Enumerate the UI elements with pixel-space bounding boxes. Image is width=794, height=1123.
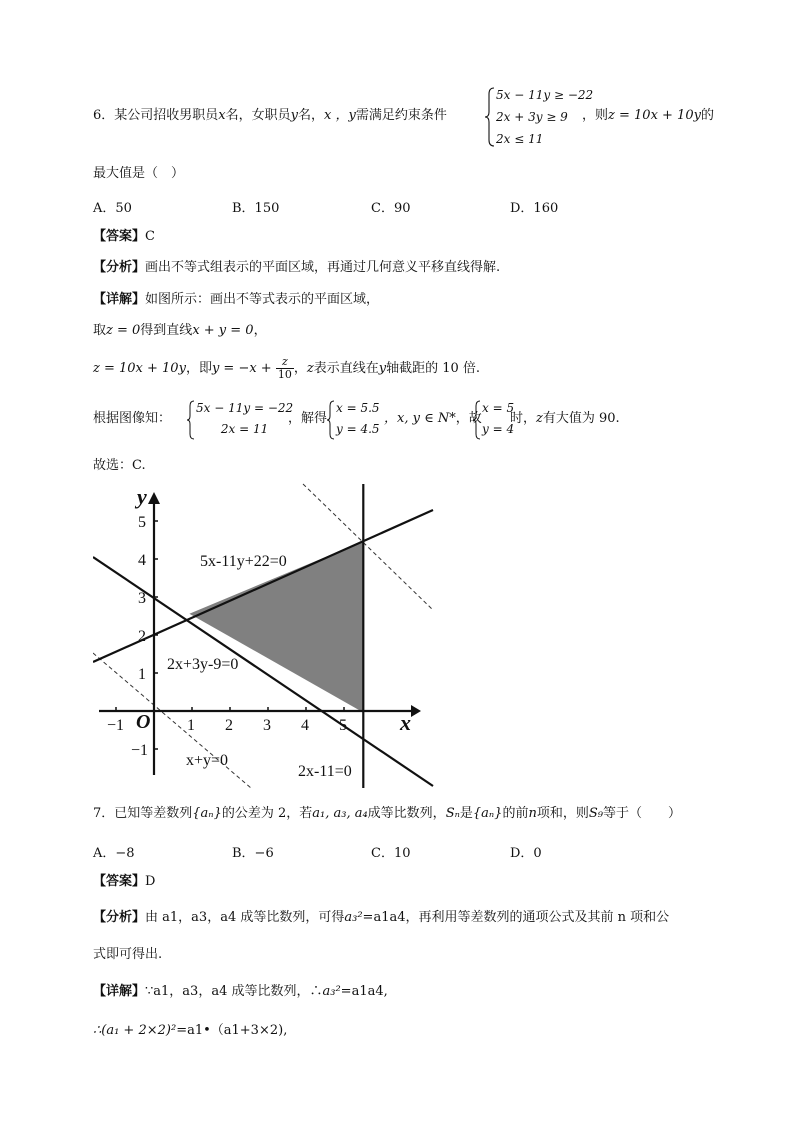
q7-option-a: A．−8 (93, 846, 135, 861)
q6-sys2-brace (326, 399, 336, 441)
q6-sys3-brace (472, 399, 482, 441)
q6-analysis-text: 画出不等式组表示的平面区域，再通过几何意义平移直线得解. (145, 260, 501, 275)
y-axis-arrow-icon (148, 492, 160, 504)
q6-detail3-h: 轴截距的 10 倍. (386, 361, 481, 376)
q6-option-c: C．90 (371, 201, 411, 216)
label-line-2x-3y-9: 2x+3y-9=0 (167, 656, 239, 673)
q6-detail4-b: ，解得 (288, 411, 328, 426)
q6-stem-line1 (93, 106, 447, 126)
q6-detail3-f: 表示直线在 (313, 361, 379, 376)
feasible-region-graph (93, 482, 438, 788)
q6-answer-tag: 【答案】 (93, 229, 146, 244)
q6-constraint-brace (484, 86, 496, 148)
q6-detail3-a: z = 10x + 10y (93, 361, 186, 376)
q7-analysis (93, 908, 669, 928)
y-tick-2: 2 (138, 628, 146, 645)
x-tick-4: 4 (301, 717, 309, 734)
label-line-x-y-0: x+y=0 (186, 752, 229, 769)
y-tick-neg1: −1 (131, 742, 149, 759)
x-tick-3: 3 (263, 717, 271, 734)
q6-detail3-fraction (276, 356, 294, 381)
q6-constraint-3: 2x ≤ 11 (496, 132, 544, 146)
y-axis-label: y (137, 484, 147, 509)
q7-sn: Sₙ (445, 806, 460, 821)
q7-analysis-eq: a₃² (344, 910, 363, 925)
q7-option-b: B．−6 (232, 846, 274, 861)
q7-detail1-a: ∵a1，a3，a4 成等比数列，∴ (145, 984, 323, 999)
q6-stem-a: 6．某公司招收男职员 (93, 108, 219, 123)
q6-stem-c: 名， (298, 108, 325, 123)
q6-detail2-c: 得到直线 (140, 323, 193, 338)
q6-conclusion: 故选：C. (93, 458, 146, 473)
q6-var-x: x (218, 108, 226, 123)
q7-s9: S₉ (588, 806, 603, 821)
q6-answer-value: C (145, 229, 155, 244)
q6-detail2-b: z = 0 (106, 323, 141, 338)
q7-stem-g: 等于（ ） (602, 806, 681, 821)
q6-stem-e: ，则 (582, 108, 609, 123)
y-tick-1: 1 (138, 666, 146, 683)
q6-stem-f: 的 (700, 108, 714, 123)
origin-label: O (136, 711, 151, 733)
q6-sys2 (336, 398, 380, 440)
q7-stem-d: 是 (459, 806, 473, 821)
q6-detail-3 (93, 356, 480, 381)
q6-detail1-text: 如图所示：画出不等式表示的平面区域， (145, 292, 380, 307)
q7-stem-b: 的公差为 2，若 (221, 806, 313, 821)
x-tick-neg1: −1 (107, 717, 125, 734)
q7-n: n (528, 806, 537, 821)
q6-sys3-eq1: x = 5 (482, 401, 515, 415)
q6-answer (93, 227, 155, 247)
q6-detail4-cd (384, 409, 482, 429)
q6-fraction-denominator: 10 (277, 368, 292, 381)
q7-stem-a: 7．已知等差数列 (93, 806, 193, 821)
q7-stem (93, 804, 681, 824)
q6-sys2-eq1: x = 5.5 (336, 401, 380, 415)
q6-detail4-c: ，x, y ∈ N* (384, 411, 456, 426)
q7-detail2-a: ∴(a₁ + 2×2)² (93, 1023, 177, 1038)
x-axis-label: x (400, 710, 411, 735)
q6-detail3-b: ，即 (185, 361, 212, 376)
q6-stem-tail (582, 106, 714, 126)
q6-constraints (496, 84, 593, 150)
x-tick-5: 5 (339, 717, 347, 734)
q6-sys1 (196, 398, 293, 440)
q7-option-c: C．10 (371, 846, 411, 861)
q6-vars-xy: x ，y (324, 108, 356, 123)
y-tick-5: 5 (138, 514, 146, 531)
q6-analysis-tag: 【分析】 (93, 260, 146, 275)
q7-seq2: {aₙ} (472, 806, 503, 821)
q7-analysis-line2: 式即可得出. (93, 947, 163, 962)
q6-sys2-eq2: y = 4.5 (336, 422, 380, 436)
label-line-2x-11: 2x-11=0 (298, 763, 352, 780)
x-axis-arrow-icon (411, 705, 421, 717)
q6-option-a: A．50 (93, 201, 132, 216)
q6-option-d: D．160 (510, 201, 559, 216)
q7-detail2-b: =a1•（a1+3×2), (176, 1023, 288, 1038)
q6-sys1-eq2: 2x = 11 (220, 422, 269, 436)
q6-sys1-brace (186, 399, 196, 441)
x-tick-1: 1 (187, 717, 195, 734)
q6-objective: z = 10x + 10y (608, 108, 701, 123)
q6-detail4-g: 有大值为 90. (542, 411, 620, 426)
label-line-5x-11y-22: 5x-11y+22=0 (200, 553, 287, 570)
q7-detail1-eq: a₃² (322, 984, 341, 999)
q6-detail4-tail (510, 409, 620, 429)
q6-detail-1 (93, 290, 379, 310)
q6-stem-b: 名，女职员 (225, 108, 291, 123)
q6-constraint-1: 5x − 11y ≥ −22 (496, 88, 594, 102)
q6-stem-line2: 最大值是（ ） (93, 166, 185, 181)
q7-answer-value: D (145, 874, 156, 889)
q7-option-d: D．0 (510, 846, 542, 861)
q6-sys3-eq2: y = 4 (482, 422, 515, 436)
q7-stem-e: 的前 (502, 806, 529, 821)
q7-stem-f: 项和，则 (536, 806, 589, 821)
q7-terms: a₁, a₃, a₄ (312, 806, 368, 821)
x-tick-2: 2 (225, 717, 233, 734)
q7-answer (93, 872, 155, 892)
q6-detail3-g: y (378, 361, 387, 376)
q6-var-y: y (290, 108, 298, 123)
q6-fraction-numerator: z (276, 356, 294, 369)
q7-detail-2 (93, 1021, 287, 1041)
q6-detail4-d: ，故 (455, 411, 482, 426)
y-tick-4: 4 (138, 552, 146, 569)
q7-detail-tag: 【详解】 (93, 984, 146, 999)
q6-detail3-d: ， (293, 361, 307, 376)
q6-detail2-d: x + y = 0 (192, 323, 254, 338)
q7-answer-tag: 【答案】 (93, 874, 146, 889)
q7-analysis-a: 由 a1，a3，a4 成等比数列，可得 (145, 910, 345, 925)
q7-detail1-b: =a1a4, (340, 984, 388, 999)
q7-analysis-b: =a1a4，再利用等差数列的通项公式及其前 n 项和公 (362, 910, 670, 925)
q7-detail-1 (93, 982, 388, 1002)
q6-analysis (93, 258, 500, 278)
q6-detail-2 (93, 321, 267, 341)
q6-detail2-a: 取 (93, 323, 107, 338)
q6-option-b: B．150 (232, 201, 280, 216)
q6-detail-tag: 【详解】 (93, 292, 146, 307)
q7-stem-c: 成等比数列， (367, 806, 446, 821)
q6-constraint-2: 2x + 3y ≥ 9 (496, 110, 568, 124)
q6-detail3-c: y = −x + (211, 361, 272, 376)
q6-sys1-eq1: 5x − 11y = −22 (196, 401, 294, 415)
y-tick-3: 3 (138, 590, 146, 607)
q6-detail3-e: z (306, 361, 314, 376)
q7-analysis-tag: 【分析】 (93, 910, 146, 925)
q7-seq: {aₙ} (192, 806, 222, 821)
q6-detail4-f: z (536, 411, 543, 426)
q6-stem-d: 需满足约束条件 (355, 108, 447, 123)
q6-detail4-e: 时， (510, 411, 537, 426)
q6-detail4-a: 根据图像知： (93, 411, 172, 426)
q6-detail2-e: ， (253, 323, 267, 338)
